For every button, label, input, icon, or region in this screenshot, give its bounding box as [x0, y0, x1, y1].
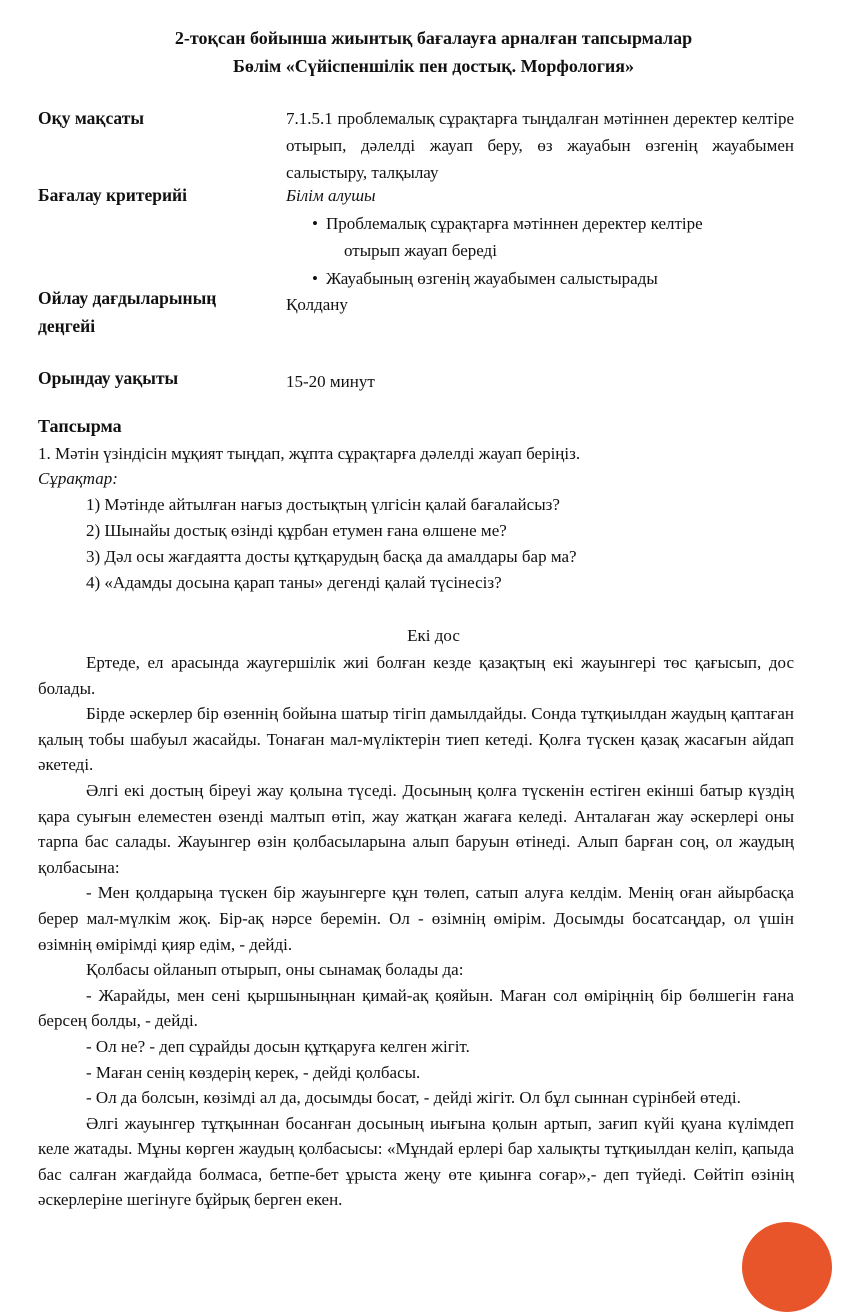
thinking-label: Ойлау дағдыларының [38, 288, 217, 308]
story-paragraph: - Жарайды, мен сені қыршыныңнан қимай-ақ қояйын. Маған сол өміріңнің бір бөлшегін ғана берсең болды, - дейді. [38, 985, 794, 1031]
criteria-item [312, 210, 703, 238]
section-title: Бөлім «Сүйіспеншілік пен достық. Морфология» [233, 56, 634, 76]
criteria-item-text: Жауабының өзгенің жауабымен салыстырады [326, 269, 658, 288]
goal-value: 7.1.5.1 проблемалық сұрақтарға тыңдалған мәтіннен деректер келтіре отырып, дәлелді жауап беру, өз жауабын өзгенің жауабымен салыстыру, талқылау [286, 109, 794, 182]
story-paragraph: Әлгі екі достың біреуі жау қолына түседі. Досының қолға түскенін естіген екінші батыр күздің қара суығын елеместен өзенді малтып өтіп, жау жатқан жағаға келеді. Анталаған жау әскерлері оны тарпа бас салады. Жауынгер өзін қолбасыларына алып баруын өтінеді. Алып барған соң, ол жаудың қолбасына: [38, 780, 794, 877]
story-paragraph: Әлгі жауынгер тұтқыннан босанған досының иығына қолын артып, зағип күйі қуана күлімдеп келе жатады. Мұны көрген жаудың қолбасысы: «Мұндай ерлері бар халықты тұтқиылдан келіп, қапыда бас салған жағдайда болмаса, бетпе-бет ұрыста жеңу өте қиынға соғар»,- деп түйеді. Сөйтіп өзінің әскерлеріне шегінуге бұйрық берген екен. [38, 1113, 794, 1210]
story-paragraph: Қолбасы ойланып отырып, оны сынамақ болады да: [86, 960, 464, 980]
document-title: 2-тоқсан бойынша жиынтық бағалауға арналған тапсырмалар [174, 28, 693, 48]
story-text [38, 650, 794, 1213]
story-paragraph: - Ол да болсын, көзімді ал да, досымды босат, - дейді жігіт. Ол бұл сыннан сүрінбей өтеді. [86, 1088, 741, 1108]
thinking-label-continued: деңгейі [38, 316, 96, 336]
goal-label: Оқу мақсаты [38, 108, 144, 128]
criteria-item [312, 265, 658, 293]
story-paragraph: - Маған сенің көздерің керек, - дейді қолбасы. [86, 1062, 421, 1082]
questions-label: Сұрақтар: [38, 469, 118, 488]
criteria-item-continuation: отырып жауап береді [344, 241, 497, 260]
story-paragraph: Бірде әскерлер бір өзеннің бойына шатыр тігіп дамылдайды. Сонда тұтқиылдан жаудың қаптаған қалың тобы шабуыл жасайды. Тонаған мал-мүліктерін тиеп кетеді. Қолға түскен қазақ жасағын айдап әкетеді. [38, 704, 794, 775]
question-item: 4) «Адамды досына қарап таны» дегенді қалай түсінесіз? [86, 573, 502, 592]
bullet-icon: • [312, 269, 318, 288]
question-item: 3) Дәл осы жағдаятта досты құтқарудың басқа да амалдары бар ма? [86, 547, 577, 566]
task-line: 1. Мәтін үзіндісін мұқият тыңдап, жұпта сұрақтарға дәлелді жауап беріңіз. [38, 444, 581, 463]
orange-circle-decoration [742, 1222, 832, 1312]
task-heading: Тапсырма [38, 416, 122, 436]
question-item: 1) Мәтінде айтылған нағыз достықтың үлгісін қалай бағалайсыз? [86, 495, 560, 514]
story-paragraph: - Ол не? - деп сұрайды досын құтқаруға келген жігіт. [86, 1036, 470, 1056]
criteria-label: Бағалау критерийі [38, 185, 187, 205]
criteria-intro: Білім алушы [286, 186, 376, 205]
time-label: Орындау уақыты [38, 368, 179, 388]
thinking-value: Қолдану [286, 295, 348, 314]
bullet-icon: • [312, 214, 318, 233]
time-value: 15-20 минут [286, 372, 375, 391]
criteria-item-text: Проблемалық сұрақтарға мәтіннен деректер келтіре [326, 214, 703, 233]
story-paragraph: Ертеде, ел арасында жаугершілік жиі болған кезде қазақтың екі жауынгері төс қағысып, дос болады. [38, 653, 794, 698]
story-title: Екі дос [407, 626, 460, 645]
story-paragraph: - Мен қолдарыңа түскен бір жауынгерге құн төлеп, сатып алуға келдім. Менің оған айырбасқа берер мал-мүлкім жоқ. Бір-ақ нәрсе беремін. Ол - өзімнің өмірім. Досымды босатсаңдар, ол үшін өзімнің өмірімді қияр едім, - дейді. [38, 883, 794, 954]
question-item: 2) Шынайы достық өзінді құрбан етумен ғана өлшене ме? [86, 521, 507, 540]
